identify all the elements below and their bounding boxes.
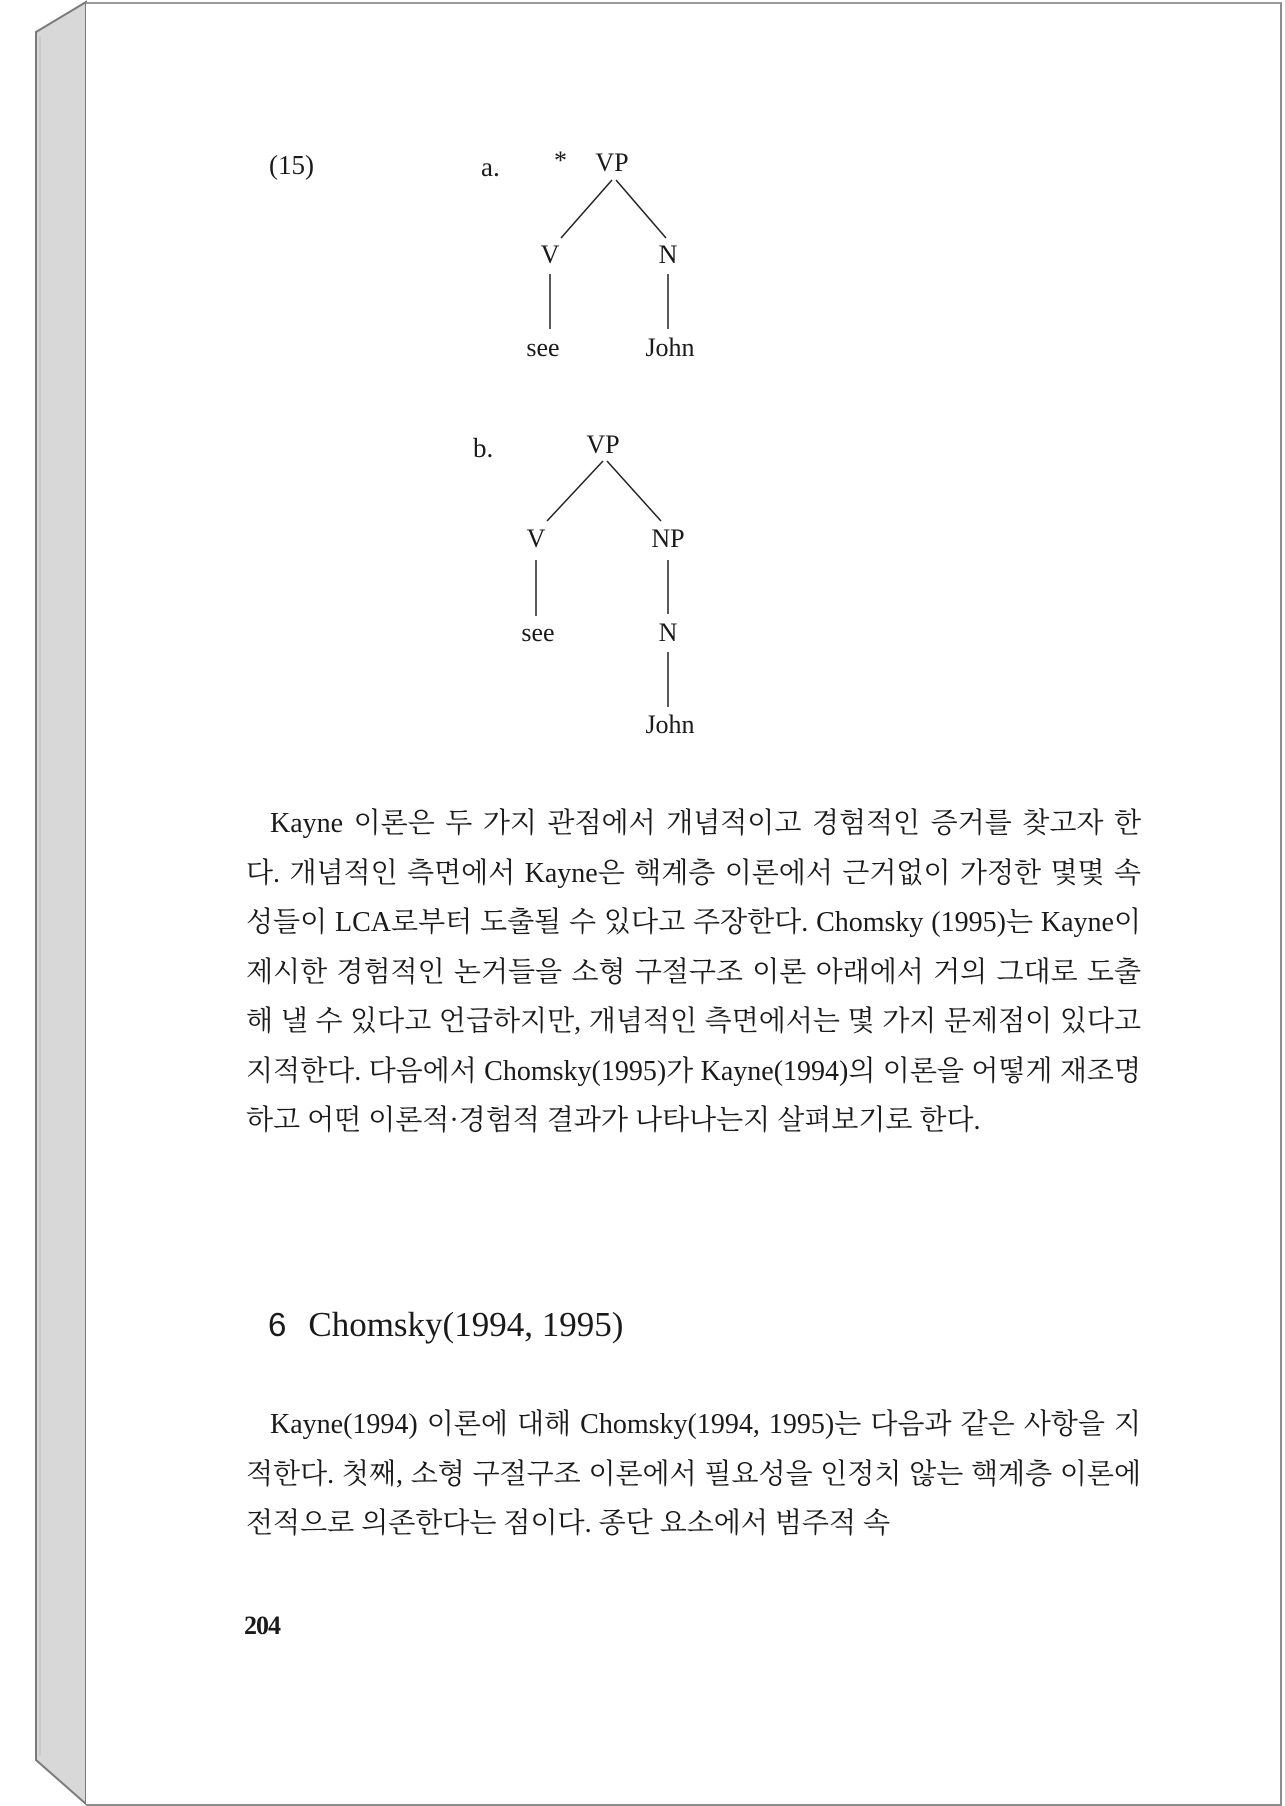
tree-b-right-node: NP [651, 524, 685, 553]
body-paragraph-1: Kayne 이론은 두 가지 관점에서 개념적이고 경험적인 증거를 찾고자 한다. 개념적인 측면에서 Kayne은 핵계층 이론에서 근거없이 가정한 몇몇 속성들이 LCA로부터 도출될 수 있다고 주장한다. Chomsky (1995)는 Kayne이 제시한 경험적인 논거들을 소형 구절구조 이론 아래에서 거의 그대로 도출해 낼 수 있다고 언급하지만, 개념적인 측면에서는 몇 가지 문제점이 있다고 지적한다. 다음에서 Chomsky(1995)가 Kayne(1994)의 이론을 어떻게 재조명하고 어떤 이론적·경험적 결과가 나타나는지 살펴보기로 한다. [246, 808, 1141, 1136]
tree-a-right-node: N [658, 240, 678, 269]
example-number: (15) [269, 150, 314, 180]
tree-b-left-leaf: see [521, 618, 555, 647]
tree-a-left-leaf: see [526, 333, 560, 362]
section-title: Chomsky(1994, 1995) [308, 1305, 624, 1344]
tree-a-right-leaf: John [645, 333, 695, 362]
tree-a-root-node: VP [595, 148, 629, 177]
tree-a-left-node: V [540, 240, 560, 269]
tree-b-left-node: V [526, 524, 546, 553]
tree-b-branches [86, 4, 1280, 804]
tree-b-right-mid-node: N [658, 618, 678, 647]
page-number: 204 [244, 1611, 280, 1640]
document-page [86, 2, 1282, 1806]
ungrammatical-star: * [554, 146, 567, 175]
tree-b-root-node: VP [586, 430, 620, 459]
tree-b-label: b. [473, 433, 494, 463]
tree-a-label: a. [481, 152, 500, 182]
body-paragraph-2: Kayne(1994) 이론에 대해 Chomsky(1994, 1995)는 다음과 같은 사항을 지적한다. 첫째, 소형 구절구조 이론에서 필요성을 인정치 않는 핵계층 이론에 전적으로 의존한다는 점이다. 종단 요소에서 범주적 속 [246, 1409, 1141, 1539]
section-number: 6 [268, 1306, 287, 1343]
section-heading [268, 1305, 623, 1345]
tree-b-right-leaf: John [645, 710, 695, 739]
